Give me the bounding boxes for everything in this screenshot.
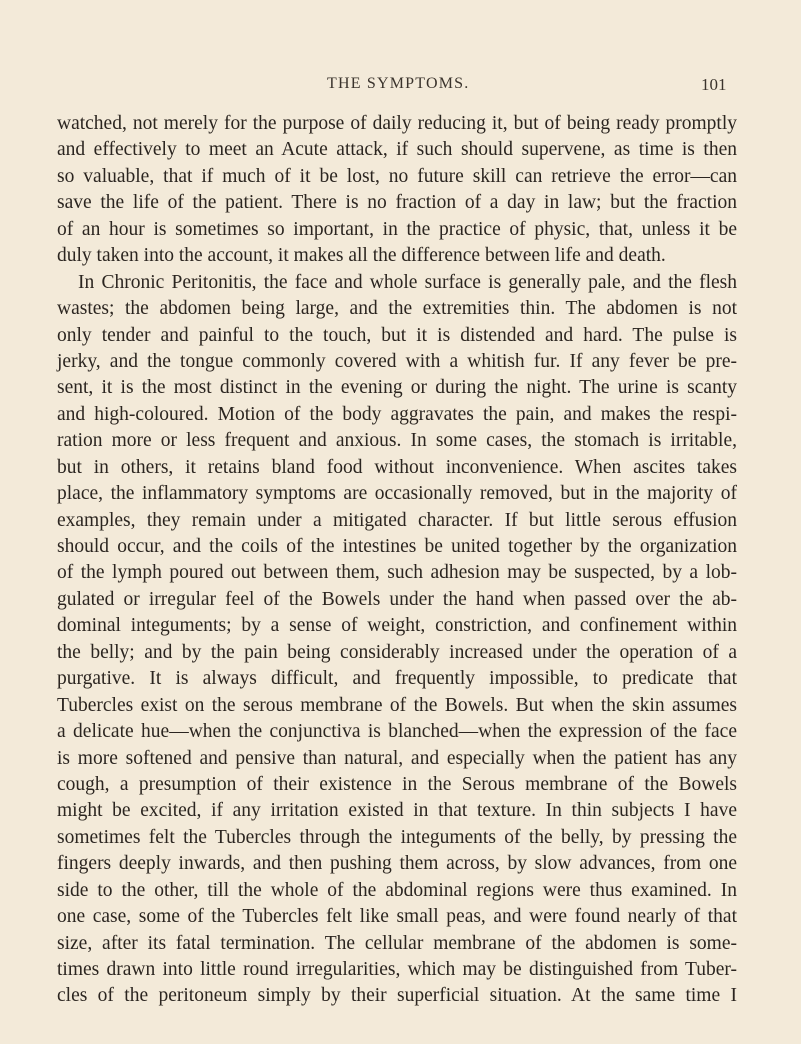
body-text	[57, 111, 737, 1010]
text-line: size, after its fatal termination. The cellular membrane of the abdomen is some-	[57, 932, 737, 954]
page-number: 101	[701, 75, 727, 94]
text-line: only tender and painful to the touch, but it is distended and hard. The pulse is	[57, 324, 737, 346]
text-line: wastes; the abdomen being large, and the extremities thin. The abdomen is not	[57, 298, 737, 320]
page-header	[0, 75, 801, 105]
text-line: place, the inflammatory symptoms are occasionally removed, but in the majority of	[57, 483, 737, 505]
text-line: dominal integuments; by a sense of weight, constriction, and confinement within	[57, 615, 737, 637]
text-line: In Chronic Peritonitis, the face and whole surface is generally pale, and the flesh	[78, 271, 737, 293]
text-line: sent, it is the most distinct in the evening or during the night. The urine is scanty	[57, 377, 737, 399]
text-line: is more softened and pensive than natural, and especially when the patient has any	[57, 747, 737, 769]
text-line: sometimes felt the Tubercles through the integuments of the belly, by pressing the	[57, 826, 737, 848]
text-line: purgative. It is always difficult, and frequently impossible, to predicate that	[57, 668, 737, 690]
text-line: one case, some of the Tubercles felt like small peas, and were found nearly of that	[57, 906, 737, 928]
text-line: examples, they remain under a mitigated character. If but little serous effusion	[57, 509, 737, 531]
text-line: Tubercles exist on the serous membrane of the Bowels. But when the skin assumes	[57, 694, 737, 716]
text-line: save the life of the patient. There is no fraction of a day in law; but the fraction	[57, 192, 737, 214]
text-line: a delicate hue—when the conjunctiva is blanched—when the expression of the face	[57, 721, 737, 743]
text-line: gulated or irregular feel of the Bowels under the hand when passed over the ab-	[57, 588, 737, 610]
text-line: might be excited, if any irritation existed in that texture. In thin subjects I have	[57, 800, 737, 822]
text-line: duly taken into the account, it makes all the difference between life and death.	[57, 245, 666, 267]
text-line: cough, a presumption of their existence in the Serous membrane of the Bowels	[57, 773, 737, 795]
text-line: watched, not merely for the purpose of daily reducing it, but of being ready promptly	[57, 113, 737, 134]
text-line: fingers deeply inwards, and then pushing them across, by slow advances, from one	[57, 853, 737, 875]
text-line: should occur, and the coils of the intestines be united together by the organization	[57, 536, 737, 557]
text-line: ration more or less frequent and anxious. In some cases, the stomach is irritable,	[57, 430, 737, 452]
text-line: and high-coloured. Motion of the body aggravates the pain, and makes the respi-	[57, 403, 737, 425]
text-line: times drawn into little round irregularities, which may be distinguished from Tuber-	[57, 959, 737, 980]
text-line: the belly; and by the pain being considerably increased under the operation of a	[57, 641, 737, 663]
text-line: and effectively to meet an Acute attack, if such should supervene, as time is then	[57, 139, 737, 161]
text-line: of an hour is sometimes so important, in the practice of physic, that, unless it be	[57, 218, 737, 240]
text-line: side to the other, till the whole of the abdominal regions were thus examined. In	[57, 879, 737, 901]
text-line: but in others, it retains bland food without inconvenience. When ascites takes	[57, 456, 737, 478]
running-head: THE SYMPTOMS.	[327, 75, 470, 92]
text-line: jerky, and the tongue commonly covered with a whitish fur. If any fever be pre-	[57, 350, 737, 372]
text-line: of the lymph poured out between them, such adhesion may be suspected, by a lob-	[57, 562, 737, 584]
text-line: so valuable, that if much of it be lost, no future skill can retrieve the error—can	[57, 165, 737, 187]
text-line: cles of the peritoneum simply by their superficial situation. At the same time I	[57, 985, 737, 1007]
